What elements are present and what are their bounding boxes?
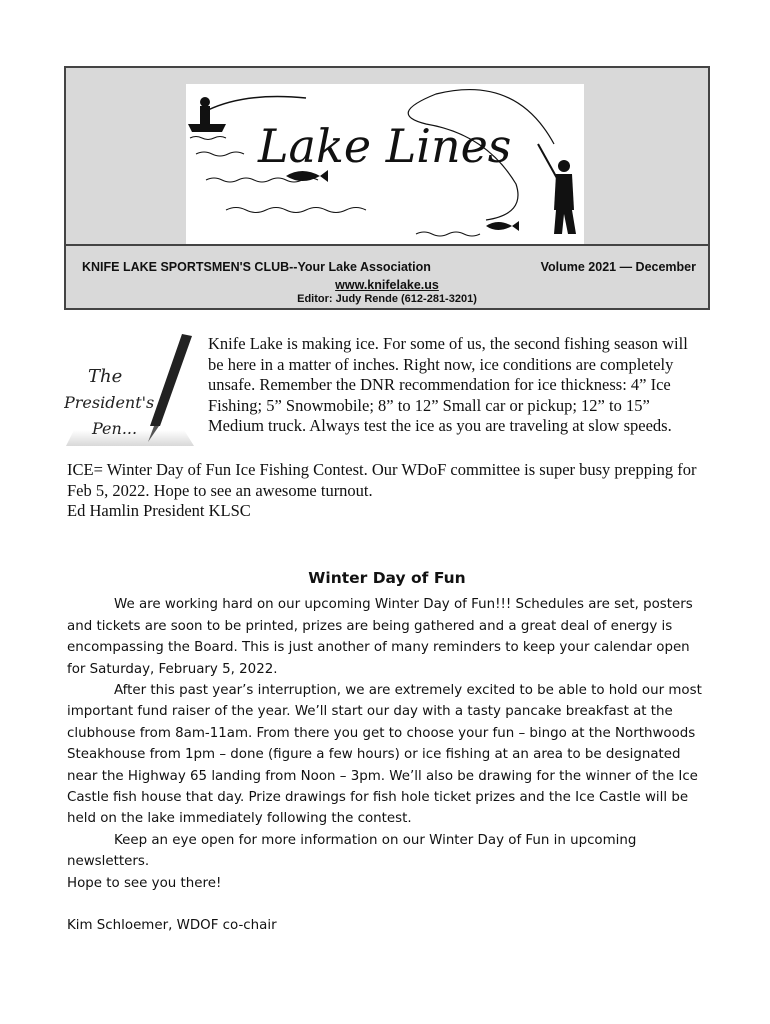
- article-title: Winter Day of Fun: [308, 569, 466, 587]
- club-name: KNIFE LAKE SPORTSMEN'S CLUB--Your Lake Association: [82, 260, 431, 274]
- presidents-message: Knife Lake is making ice. For some of us, the second fishing season will be here in a matter of inches. Right now, ice conditions are completely unsafe. Remember the DNR recommendation for ice thickness: 4” Ice Fishing; 5” Snowmobile; 8” to 12” Small car or pickup; 12” to 15” Medium truck. Always test the ice as you are traveling at slow speeds.: [208, 334, 688, 436]
- winter-day-of-fun-article: [67, 568, 707, 937]
- article-paragraph-3: Keep an eye open for more information on our Winter Day of Fun in upcoming newsletters.: [67, 832, 637, 870]
- editor-contact: Editor: Judy Rende (612-281-3201): [297, 293, 477, 305]
- svg-text:President's: President's: [64, 393, 155, 412]
- presidents-pen-image: [64, 334, 200, 450]
- logo-artwork: [186, 84, 584, 244]
- fountain-pen-icon: [64, 334, 200, 450]
- website-link[interactable]: www.knifelake.us: [335, 278, 439, 292]
- article-signature: Kim Schloemer, WDOF co-chair: [67, 918, 277, 934]
- article-paragraph-2: After this past year’s interruption, we are extremely excited to be able to hold our most important fund raiser of the year. We’ll start our day with a tasty pancake breakfast at the clubhouse from 8am-11am. From there you get to choose your fun – bingo at the Northwoods Steakhouse from 1pm – done (figure a few hours) or ice fishing at an area to be designated near the Highway 65 landing from Noon – 3pm. We’ll also be drawing for the winner of the Ice Castle fish house that day. Prize drawings for fish hole ticket prizes and the Ice Castle will be held on the lake immediately following the contest.: [67, 683, 702, 827]
- contest-announcement: ICE= Winter Day of Fun Ice Fishing Contest. Our WDoF committee is super busy prepping for Feb 5, 2022. Hope to see an awesome turnout.: [67, 460, 697, 500]
- masthead: [64, 66, 710, 244]
- svg-text:Pen...: Pen...: [92, 419, 138, 438]
- article-paragraph-1: We are working hard on our upcoming Winter Day of Fun!!! Schedules are set, posters and tickets are soon to be printed, prizes are being gathered and a great deal of energy is encompassing the Board. This is just another of many reminders to keep your calendar open for Saturday, February 5, 2022.: [67, 597, 693, 677]
- logo-title: Lake Lines: [258, 119, 512, 173]
- svg-text:The: The: [88, 366, 123, 387]
- president-signature: Ed Hamlin President KLSC: [67, 501, 251, 521]
- masthead-info-bar: [64, 244, 710, 310]
- article-closing: Hope to see you there!: [67, 875, 222, 891]
- presidents-message-continued: [67, 460, 707, 522]
- issue-volume: Volume 2021 — December: [540, 260, 696, 274]
- lake-lines-logo: [186, 84, 584, 244]
